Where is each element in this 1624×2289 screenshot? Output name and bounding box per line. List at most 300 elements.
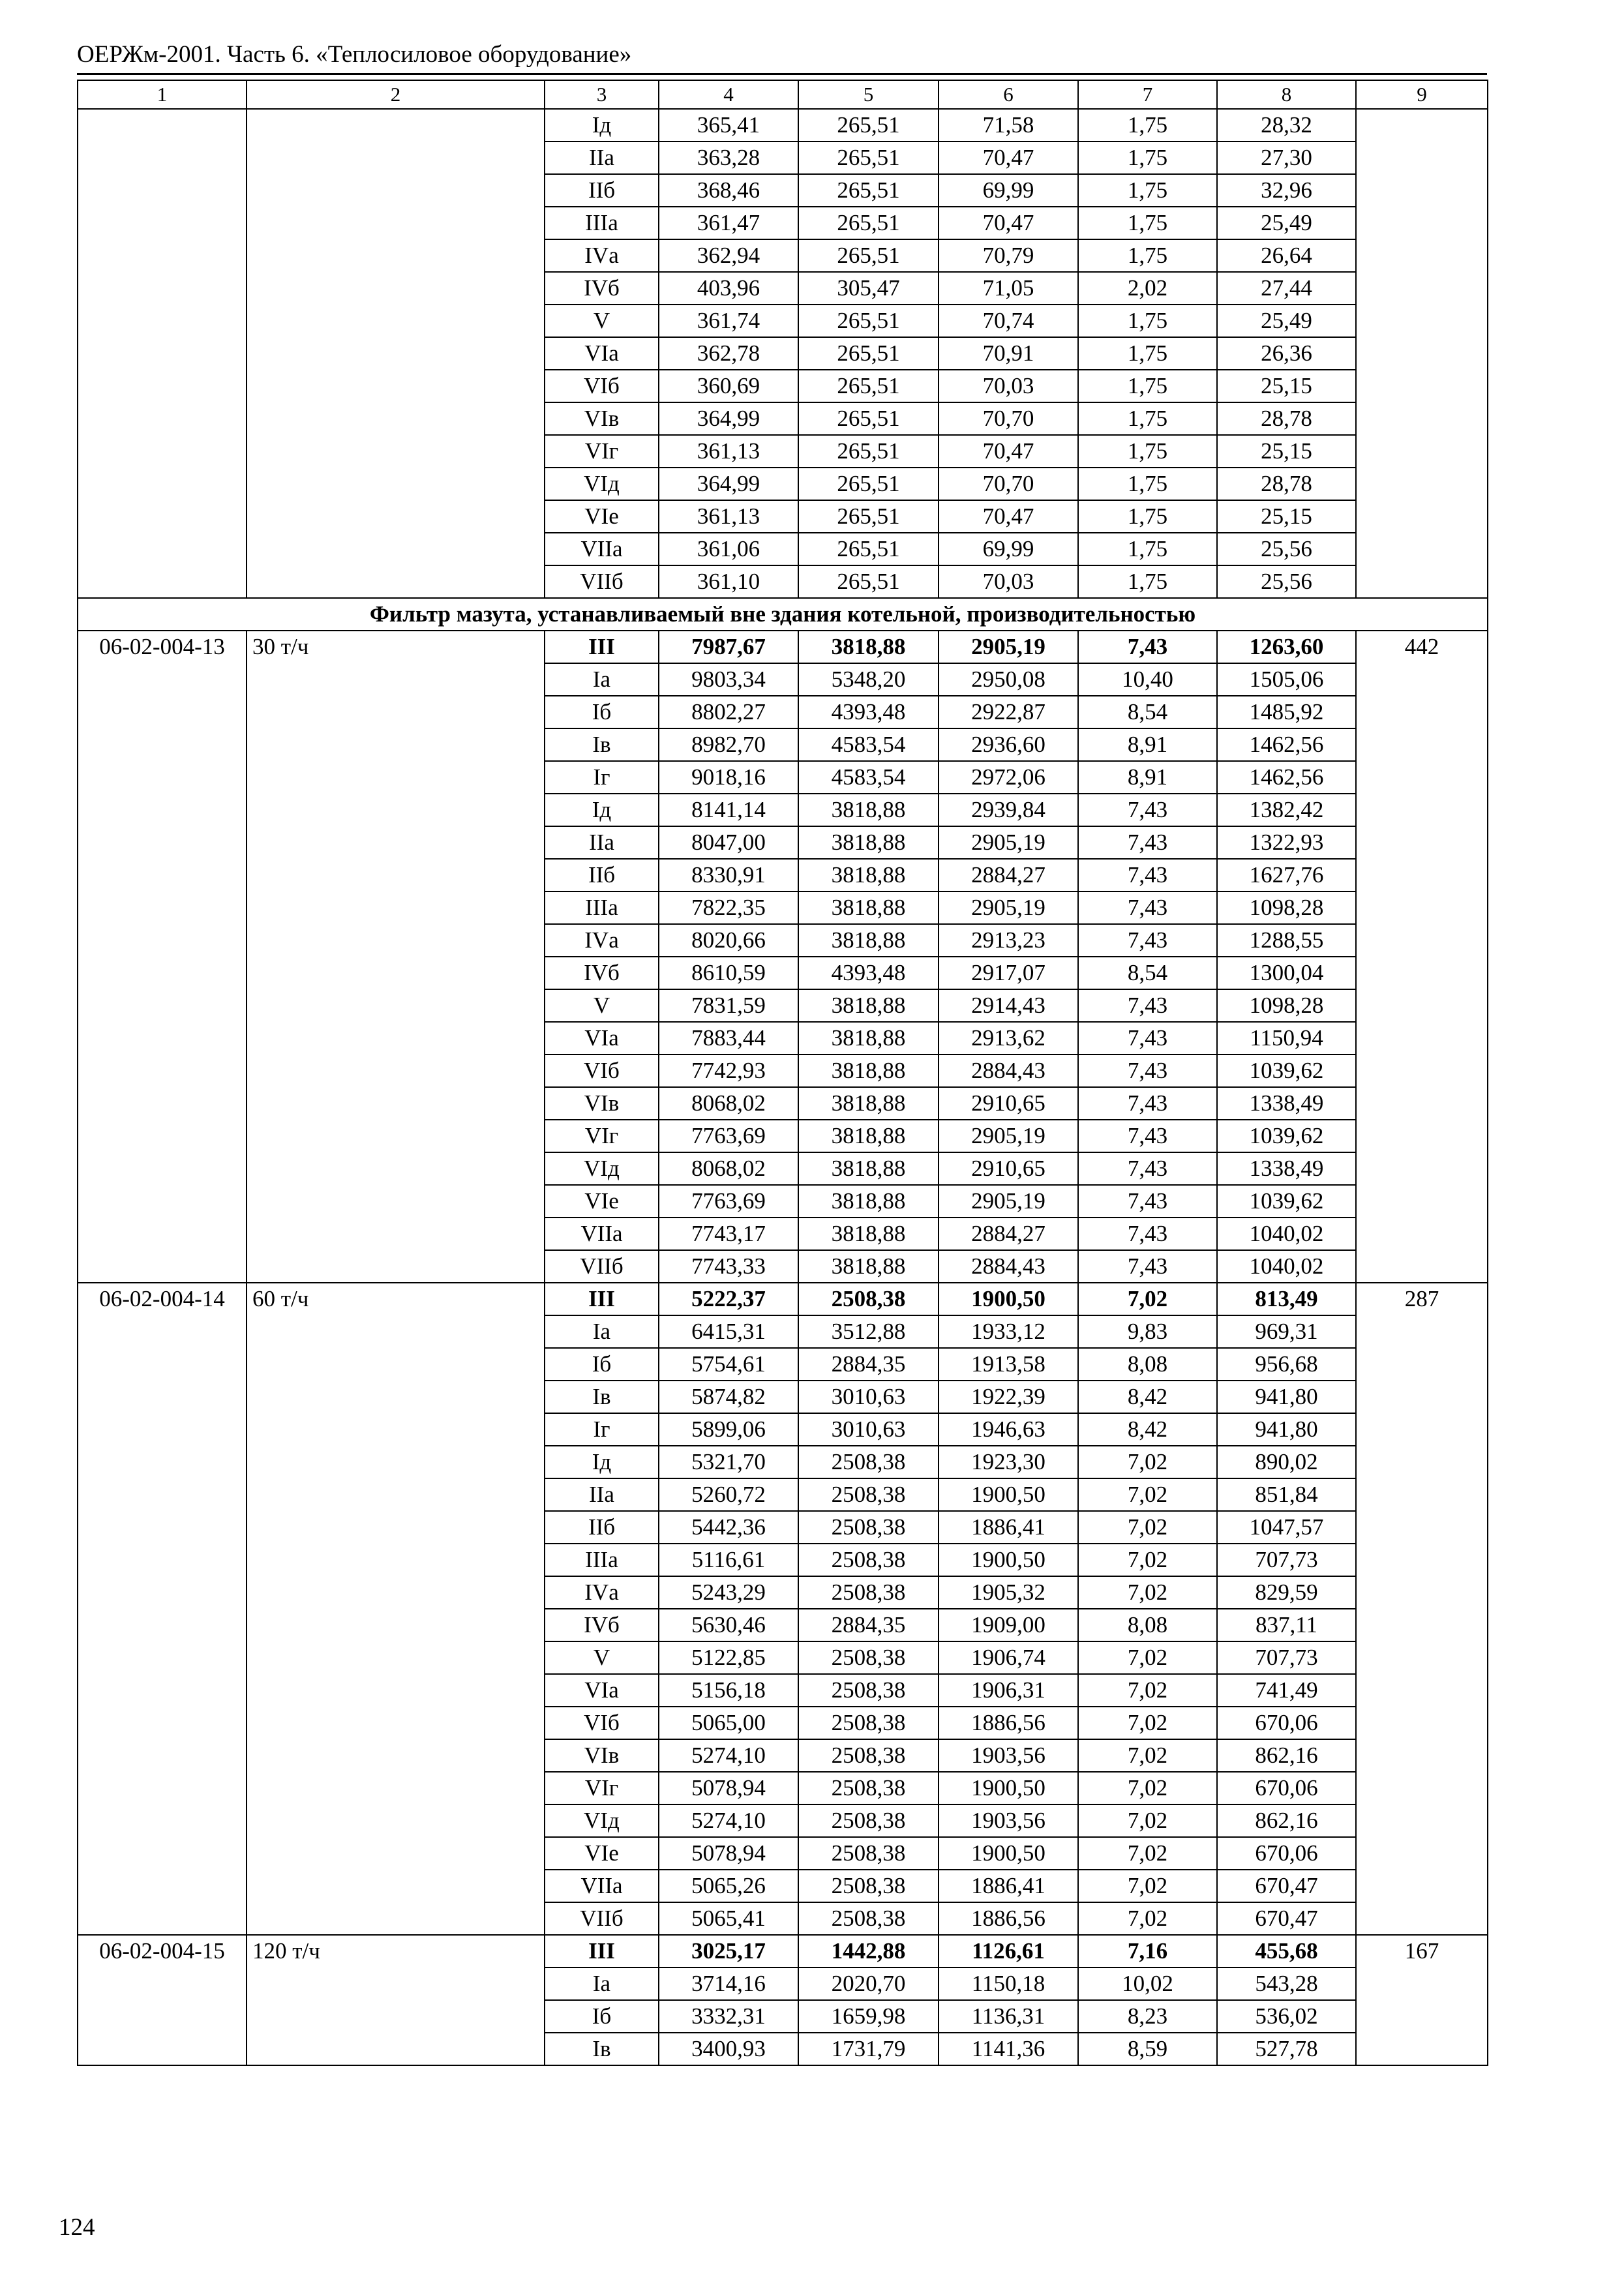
- variant-cell: IVа: [545, 1576, 659, 1609]
- variant-cell: IIIа: [545, 1544, 659, 1576]
- value-cell: 7,02: [1078, 1674, 1217, 1707]
- code-cell: 06-02-004-14: [78, 1283, 247, 1935]
- value-cell: 1903,56: [939, 1739, 1078, 1772]
- value-cell: 9803,34: [659, 663, 798, 696]
- value-cell: 4393,48: [798, 696, 939, 728]
- value-cell: 265,51: [798, 337, 939, 370]
- value-cell: 7,43: [1078, 891, 1217, 924]
- section-row: [78, 598, 1488, 631]
- value-cell: 26,36: [1217, 337, 1356, 370]
- variant-cell: IVа: [545, 239, 659, 272]
- total-cell: 442: [1356, 631, 1488, 1283]
- value-cell: 1900,50: [939, 1283, 1078, 1315]
- value-cell: 7883,44: [659, 1022, 798, 1055]
- value-cell: 1946,63: [939, 1413, 1078, 1446]
- value-cell: 2905,19: [939, 826, 1078, 859]
- value-cell: 7822,35: [659, 891, 798, 924]
- value-cell: 1150,18: [939, 1967, 1078, 2000]
- value-cell: 7,02: [1078, 1837, 1217, 1870]
- variant-cell: VIа: [545, 1022, 659, 1055]
- value-cell: 2508,38: [798, 1772, 939, 1804]
- value-cell: 7,02: [1078, 1804, 1217, 1837]
- value-cell: 8068,02: [659, 1152, 798, 1185]
- value-cell: 7,43: [1078, 1250, 1217, 1283]
- value-cell: 2508,38: [798, 1870, 939, 1902]
- value-cell: 7763,69: [659, 1120, 798, 1152]
- value-cell: 1,75: [1078, 533, 1217, 565]
- variant-cell: VIIа: [545, 533, 659, 565]
- value-cell: 1922,39: [939, 1381, 1078, 1413]
- value-cell: 1,75: [1078, 207, 1217, 239]
- variant-cell: VIа: [545, 1674, 659, 1707]
- name-cell: 120 т/ч: [247, 1935, 545, 2065]
- value-cell: 7,02: [1078, 1511, 1217, 1544]
- code-cell: 06-02-004-13: [78, 631, 247, 1283]
- value-cell: 5065,41: [659, 1902, 798, 1935]
- value-cell: 3818,88: [798, 859, 939, 891]
- column-number-cell: 6: [939, 80, 1078, 109]
- value-cell: 1040,02: [1217, 1250, 1356, 1283]
- value-cell: 8068,02: [659, 1087, 798, 1120]
- value-cell: 1906,74: [939, 1641, 1078, 1674]
- value-cell: 8330,91: [659, 859, 798, 891]
- value-cell: 1338,49: [1217, 1152, 1356, 1185]
- variant-cell: VIе: [545, 1837, 659, 1870]
- value-cell: 2950,08: [939, 663, 1078, 696]
- value-cell: 543,28: [1217, 1967, 1356, 2000]
- value-cell: 1659,98: [798, 2000, 939, 2033]
- value-cell: 8,91: [1078, 728, 1217, 761]
- value-cell: 7,43: [1078, 1152, 1217, 1185]
- value-cell: 2910,65: [939, 1152, 1078, 1185]
- value-cell: 5348,20: [798, 663, 939, 696]
- value-cell: 7,43: [1078, 924, 1217, 957]
- value-cell: 71,05: [939, 272, 1078, 305]
- variant-cell: VIв: [545, 402, 659, 435]
- value-cell: 5630,46: [659, 1609, 798, 1641]
- value-cell: 862,16: [1217, 1739, 1356, 1772]
- value-cell: 265,51: [798, 305, 939, 337]
- value-cell: 1,75: [1078, 142, 1217, 174]
- value-cell: 9018,16: [659, 761, 798, 794]
- column-number-cell: 8: [1217, 80, 1356, 109]
- value-cell: 5899,06: [659, 1413, 798, 1446]
- value-cell: 3818,88: [798, 1022, 939, 1055]
- value-cell: 26,64: [1217, 239, 1356, 272]
- value-cell: 25,15: [1217, 435, 1356, 468]
- value-cell: 25,49: [1217, 207, 1356, 239]
- value-cell: 7,43: [1078, 1218, 1217, 1250]
- value-cell: 2508,38: [798, 1511, 939, 1544]
- value-cell: 361,13: [659, 500, 798, 533]
- value-cell: 1485,92: [1217, 696, 1356, 728]
- value-cell: 6415,31: [659, 1315, 798, 1348]
- value-cell: 1903,56: [939, 1804, 1078, 1837]
- value-cell: 265,51: [798, 435, 939, 468]
- value-cell: 25,15: [1217, 370, 1356, 402]
- value-cell: 7743,33: [659, 1250, 798, 1283]
- value-cell: 2884,35: [798, 1348, 939, 1381]
- value-cell: 5222,37: [659, 1283, 798, 1315]
- value-cell: 5274,10: [659, 1739, 798, 1772]
- value-cell: 3818,88: [798, 924, 939, 957]
- value-cell: 7,02: [1078, 1478, 1217, 1511]
- value-cell: 941,80: [1217, 1413, 1356, 1446]
- total-cell: [1356, 109, 1488, 598]
- value-cell: 361,74: [659, 305, 798, 337]
- value-cell: 1,75: [1078, 109, 1217, 142]
- value-cell: 1886,56: [939, 1902, 1078, 1935]
- value-cell: 1338,49: [1217, 1087, 1356, 1120]
- value-cell: 7,43: [1078, 794, 1217, 826]
- value-cell: 1900,50: [939, 1837, 1078, 1870]
- value-cell: 265,51: [798, 109, 939, 142]
- value-cell: 305,47: [798, 272, 939, 305]
- value-cell: 3400,93: [659, 2033, 798, 2065]
- value-cell: 70,03: [939, 370, 1078, 402]
- value-cell: 2508,38: [798, 1837, 939, 1870]
- value-cell: 2914,43: [939, 989, 1078, 1022]
- value-cell: 361,13: [659, 435, 798, 468]
- value-cell: 8802,27: [659, 696, 798, 728]
- value-cell: 7742,93: [659, 1055, 798, 1087]
- variant-cell: Iг: [545, 761, 659, 794]
- value-cell: 1322,93: [1217, 826, 1356, 859]
- variant-cell: Iа: [545, 663, 659, 696]
- table-row: [78, 631, 1488, 663]
- variant-cell: Iа: [545, 1315, 659, 1348]
- value-cell: 9,83: [1078, 1315, 1217, 1348]
- value-cell: 4583,54: [798, 761, 939, 794]
- variant-cell: V: [545, 989, 659, 1022]
- value-cell: 7,02: [1078, 1283, 1217, 1315]
- value-cell: 1,75: [1078, 174, 1217, 207]
- column-number-cell: 3: [545, 80, 659, 109]
- value-cell: 365,41: [659, 109, 798, 142]
- value-cell: 7,02: [1078, 1902, 1217, 1935]
- variant-cell: IIIа: [545, 207, 659, 239]
- value-cell: 265,51: [798, 370, 939, 402]
- column-number-cell: 4: [659, 80, 798, 109]
- variant-cell: Iд: [545, 109, 659, 142]
- variant-cell: VIб: [545, 1055, 659, 1087]
- variant-cell: Iб: [545, 1348, 659, 1381]
- code-cell: [78, 109, 247, 598]
- value-cell: 2939,84: [939, 794, 1078, 826]
- value-cell: 368,46: [659, 174, 798, 207]
- value-cell: 3818,88: [798, 1250, 939, 1283]
- value-cell: 3332,31: [659, 2000, 798, 2033]
- value-cell: 3512,88: [798, 1315, 939, 1348]
- variant-cell: Iд: [545, 1446, 659, 1478]
- value-cell: 3010,63: [798, 1413, 939, 1446]
- value-cell: 5442,36: [659, 1511, 798, 1544]
- value-cell: 7,02: [1078, 1870, 1217, 1902]
- value-cell: 1627,76: [1217, 859, 1356, 891]
- variant-cell: III: [545, 631, 659, 663]
- value-cell: 8,08: [1078, 1609, 1217, 1641]
- table-body: [78, 80, 1488, 2065]
- value-cell: 7,02: [1078, 1772, 1217, 1804]
- value-cell: 670,06: [1217, 1837, 1356, 1870]
- value-cell: 455,68: [1217, 1935, 1356, 1967]
- value-cell: 1098,28: [1217, 989, 1356, 1022]
- value-cell: 70,74: [939, 305, 1078, 337]
- name-cell: 30 т/ч: [247, 631, 545, 1283]
- value-cell: 7763,69: [659, 1185, 798, 1218]
- value-cell: 25,49: [1217, 305, 1356, 337]
- variant-cell: IVб: [545, 272, 659, 305]
- table-row: [78, 1935, 1488, 1967]
- value-cell: 1462,56: [1217, 761, 1356, 794]
- name-cell: [247, 109, 545, 598]
- value-cell: 2936,60: [939, 728, 1078, 761]
- value-cell: 7,02: [1078, 1446, 1217, 1478]
- value-cell: 1,75: [1078, 402, 1217, 435]
- value-cell: 941,80: [1217, 1381, 1356, 1413]
- value-cell: 1136,31: [939, 2000, 1078, 2033]
- value-cell: 1505,06: [1217, 663, 1356, 696]
- value-cell: 265,51: [798, 500, 939, 533]
- value-cell: 670,06: [1217, 1707, 1356, 1739]
- value-cell: 8,54: [1078, 957, 1217, 989]
- section-title: Фильтр мазута, устанавливаемый вне здания котельной, производительностью: [78, 598, 1488, 631]
- value-cell: 7,43: [1078, 1087, 1217, 1120]
- variant-cell: Iв: [545, 1381, 659, 1413]
- value-cell: 8,42: [1078, 1381, 1217, 1413]
- value-cell: 1,75: [1078, 337, 1217, 370]
- value-cell: 70,70: [939, 468, 1078, 500]
- variant-cell: VIг: [545, 1772, 659, 1804]
- variant-cell: IVб: [545, 1609, 659, 1641]
- value-cell: 3818,88: [798, 989, 939, 1022]
- value-cell: 3818,88: [798, 891, 939, 924]
- value-cell: 7,02: [1078, 1576, 1217, 1609]
- column-number-cell: 5: [798, 80, 939, 109]
- value-cell: 2922,87: [939, 696, 1078, 728]
- variant-cell: IIIа: [545, 891, 659, 924]
- value-cell: 1039,62: [1217, 1120, 1356, 1152]
- value-cell: 1,75: [1078, 239, 1217, 272]
- value-cell: 8,23: [1078, 2000, 1217, 2033]
- value-cell: 8141,14: [659, 794, 798, 826]
- value-cell: 70,03: [939, 565, 1078, 598]
- value-cell: 364,99: [659, 468, 798, 500]
- value-cell: 813,49: [1217, 1283, 1356, 1315]
- value-cell: 3714,16: [659, 1967, 798, 2000]
- value-cell: 2508,38: [798, 1674, 939, 1707]
- variant-cell: VIIб: [545, 1250, 659, 1283]
- value-cell: 7,43: [1078, 989, 1217, 1022]
- variant-cell: Iв: [545, 2033, 659, 2065]
- value-cell: 7,43: [1078, 631, 1217, 663]
- value-cell: 364,99: [659, 402, 798, 435]
- value-cell: 3818,88: [798, 1185, 939, 1218]
- value-cell: 7,02: [1078, 1641, 1217, 1674]
- value-cell: 5243,29: [659, 1576, 798, 1609]
- value-cell: 70,47: [939, 435, 1078, 468]
- value-cell: 1442,88: [798, 1935, 939, 1967]
- value-cell: 3010,63: [798, 1381, 939, 1413]
- value-cell: 1900,50: [939, 1772, 1078, 1804]
- column-number-cell: 2: [247, 80, 545, 109]
- variant-cell: V: [545, 1641, 659, 1674]
- value-cell: 265,51: [798, 468, 939, 500]
- variant-cell: Iб: [545, 2000, 659, 2033]
- variant-cell: IIб: [545, 174, 659, 207]
- value-cell: 1462,56: [1217, 728, 1356, 761]
- value-cell: 1382,42: [1217, 794, 1356, 826]
- value-cell: 10,40: [1078, 663, 1217, 696]
- value-cell: 363,28: [659, 142, 798, 174]
- value-cell: 1886,56: [939, 1707, 1078, 1739]
- value-cell: 1,75: [1078, 305, 1217, 337]
- value-cell: 32,96: [1217, 174, 1356, 207]
- value-cell: 361,10: [659, 565, 798, 598]
- value-cell: 70,47: [939, 142, 1078, 174]
- value-cell: 7,43: [1078, 1055, 1217, 1087]
- value-cell: 25,15: [1217, 500, 1356, 533]
- total-cell: 167: [1356, 1935, 1488, 2065]
- value-cell: 741,49: [1217, 1674, 1356, 1707]
- value-cell: 1,75: [1078, 565, 1217, 598]
- value-cell: 1731,79: [798, 2033, 939, 2065]
- value-cell: 829,59: [1217, 1576, 1356, 1609]
- name-cell: 60 т/ч: [247, 1283, 545, 1935]
- value-cell: 70,47: [939, 207, 1078, 239]
- value-cell: 1905,32: [939, 1576, 1078, 1609]
- value-cell: 10,02: [1078, 1967, 1217, 2000]
- value-cell: 1933,12: [939, 1315, 1078, 1348]
- value-cell: 1150,94: [1217, 1022, 1356, 1055]
- value-cell: 5065,00: [659, 1707, 798, 1739]
- value-cell: 2972,06: [939, 761, 1078, 794]
- value-cell: 5078,94: [659, 1837, 798, 1870]
- value-cell: 2508,38: [798, 1446, 939, 1478]
- value-cell: 3818,88: [798, 1120, 939, 1152]
- value-cell: 69,99: [939, 174, 1078, 207]
- value-cell: 8020,66: [659, 924, 798, 957]
- value-cell: 2905,19: [939, 631, 1078, 663]
- value-cell: 3818,88: [798, 631, 939, 663]
- value-cell: 837,11: [1217, 1609, 1356, 1641]
- value-cell: 2508,38: [798, 1283, 939, 1315]
- variant-cell: VIIа: [545, 1218, 659, 1250]
- value-cell: 28,78: [1217, 402, 1356, 435]
- total-cell: 287: [1356, 1283, 1488, 1935]
- value-cell: 1098,28: [1217, 891, 1356, 924]
- value-cell: 265,51: [798, 533, 939, 565]
- variant-cell: IIа: [545, 826, 659, 859]
- value-cell: 8610,59: [659, 957, 798, 989]
- value-cell: 707,73: [1217, 1641, 1356, 1674]
- value-cell: 28,78: [1217, 468, 1356, 500]
- code-cell: 06-02-004-15: [78, 1935, 247, 2065]
- variant-cell: VIIб: [545, 1902, 659, 1935]
- value-cell: 8,59: [1078, 2033, 1217, 2065]
- variant-cell: VIд: [545, 468, 659, 500]
- value-cell: 707,73: [1217, 1544, 1356, 1576]
- variant-cell: VIд: [545, 1804, 659, 1837]
- value-cell: 4583,54: [798, 728, 939, 761]
- value-cell: 265,51: [798, 174, 939, 207]
- value-cell: 1039,62: [1217, 1055, 1356, 1087]
- variant-cell: IVа: [545, 924, 659, 957]
- value-cell: 5754,61: [659, 1348, 798, 1381]
- value-cell: 7,16: [1078, 1935, 1217, 1967]
- value-cell: 1047,57: [1217, 1511, 1356, 1544]
- value-cell: 3025,17: [659, 1935, 798, 1967]
- value-cell: 3818,88: [798, 1087, 939, 1120]
- value-cell: 1,75: [1078, 468, 1217, 500]
- value-cell: 3818,88: [798, 1152, 939, 1185]
- value-cell: 2910,65: [939, 1087, 1078, 1120]
- page-header: ОЕРЖм-2001. Часть 6. «Теплосиловое оборудование»: [77, 41, 632, 68]
- value-cell: 1,75: [1078, 435, 1217, 468]
- value-cell: 1040,02: [1217, 1218, 1356, 1250]
- value-cell: 7,02: [1078, 1544, 1217, 1576]
- value-cell: 5156,18: [659, 1674, 798, 1707]
- value-cell: 1900,50: [939, 1478, 1078, 1511]
- value-cell: 2884,35: [798, 1609, 939, 1641]
- variant-cell: Iб: [545, 696, 659, 728]
- value-cell: 71,58: [939, 109, 1078, 142]
- value-cell: 1141,36: [939, 2033, 1078, 2065]
- value-cell: 969,31: [1217, 1315, 1356, 1348]
- value-cell: 5116,61: [659, 1544, 798, 1576]
- value-cell: 7,02: [1078, 1739, 1217, 1772]
- variant-cell: IVб: [545, 957, 659, 989]
- value-cell: 1909,00: [939, 1609, 1078, 1641]
- variant-cell: VIе: [545, 500, 659, 533]
- variant-cell: VIв: [545, 1087, 659, 1120]
- value-cell: 1,75: [1078, 370, 1217, 402]
- variant-cell: Iд: [545, 794, 659, 826]
- value-cell: 2,02: [1078, 272, 1217, 305]
- value-cell: 1906,31: [939, 1674, 1078, 1707]
- value-cell: 670,47: [1217, 1902, 1356, 1935]
- value-cell: 2917,07: [939, 957, 1078, 989]
- value-cell: 28,32: [1217, 109, 1356, 142]
- value-cell: 69,99: [939, 533, 1078, 565]
- value-cell: 2508,38: [798, 1576, 939, 1609]
- value-cell: 890,02: [1217, 1446, 1356, 1478]
- value-cell: 1039,62: [1217, 1185, 1356, 1218]
- value-cell: 7,43: [1078, 1022, 1217, 1055]
- value-cell: 5321,70: [659, 1446, 798, 1478]
- value-cell: 25,56: [1217, 533, 1356, 565]
- value-cell: 27,44: [1217, 272, 1356, 305]
- value-cell: 2884,27: [939, 1218, 1078, 1250]
- value-cell: 7,43: [1078, 1185, 1217, 1218]
- value-cell: 2905,19: [939, 1185, 1078, 1218]
- table-row: [78, 1283, 1488, 1315]
- value-cell: 265,51: [798, 402, 939, 435]
- value-cell: 5260,72: [659, 1478, 798, 1511]
- value-cell: 5065,26: [659, 1870, 798, 1902]
- value-cell: 27,30: [1217, 142, 1356, 174]
- value-cell: 8,54: [1078, 696, 1217, 728]
- value-cell: 1900,50: [939, 1544, 1078, 1576]
- value-cell: 5874,82: [659, 1381, 798, 1413]
- value-cell: 862,16: [1217, 1804, 1356, 1837]
- value-cell: 1263,60: [1217, 631, 1356, 663]
- value-cell: 7,43: [1078, 826, 1217, 859]
- value-cell: 265,51: [798, 207, 939, 239]
- header-rule: [77, 73, 1487, 75]
- value-cell: 1288,55: [1217, 924, 1356, 957]
- value-cell: 3818,88: [798, 1218, 939, 1250]
